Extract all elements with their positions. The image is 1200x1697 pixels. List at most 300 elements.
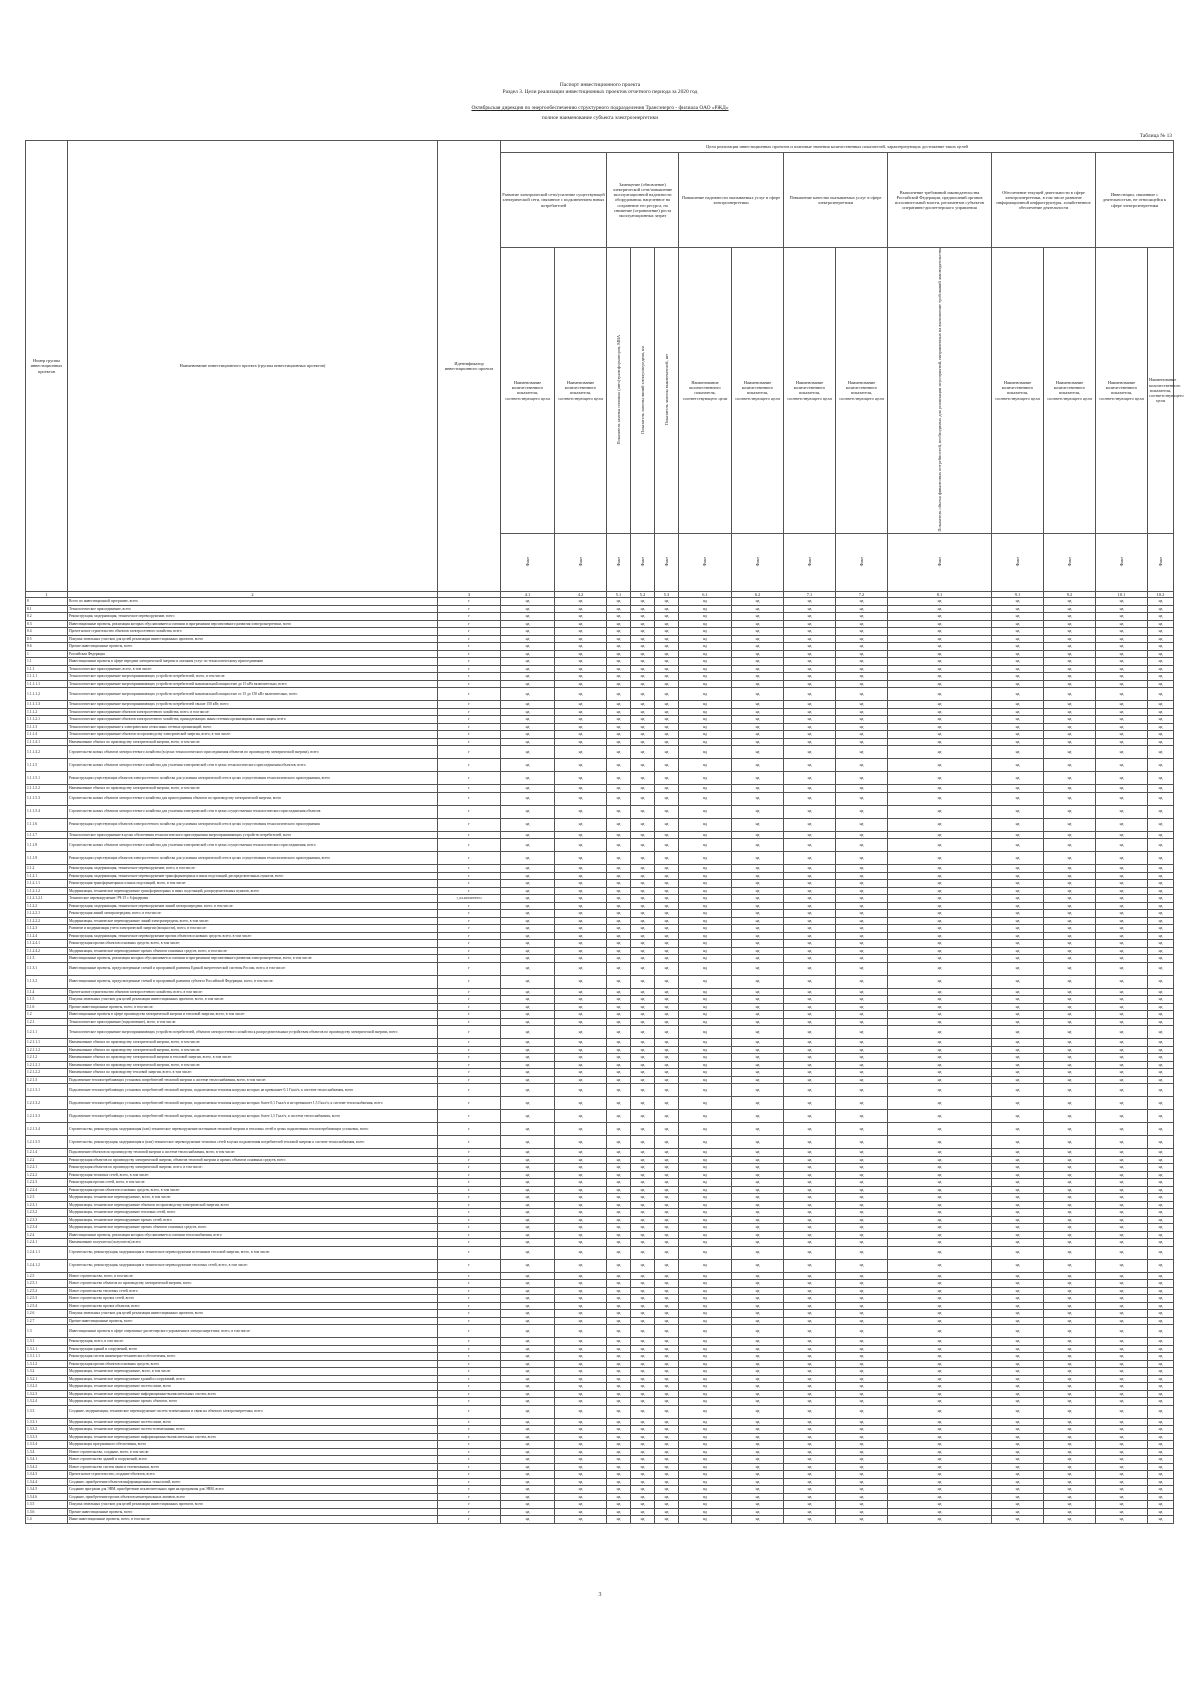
row-name: Технологическое присоединение, всего, в том числе: [68, 665, 438, 673]
value-cell: нд [607, 1426, 631, 1434]
value-cell: нд [679, 1026, 732, 1039]
value-cell: нд [501, 902, 555, 910]
value-cell: нд [992, 940, 1044, 948]
value-cell: нд [784, 932, 836, 940]
value-cell: нд [1148, 1501, 1174, 1509]
value-cell: нд [784, 1110, 836, 1123]
table-row [26, 940, 1174, 948]
value-cell: нд [679, 940, 732, 948]
value-cell: нд [607, 1084, 631, 1097]
value-cell: нд [631, 1179, 655, 1187]
row-code: 1.3.2.3 [26, 1390, 68, 1398]
value-cell: нд [607, 1463, 631, 1471]
row-identifier: Г [438, 1441, 501, 1449]
value-cell: нд [607, 605, 631, 613]
value-cell: нд [732, 1186, 784, 1194]
value-cell: нд [679, 635, 732, 643]
value-cell: нд [732, 716, 784, 724]
value-cell: нд [888, 1353, 992, 1361]
value-cell: нд [836, 643, 888, 651]
value-cell: нд [655, 887, 679, 895]
row-code: 1.1.2.4.2 [26, 947, 68, 955]
table-row [26, 910, 1174, 918]
value-cell: нд [1096, 613, 1148, 621]
value-cell: нд [836, 1259, 888, 1272]
value-cell: нд [784, 852, 836, 865]
value-cell: нд [501, 605, 555, 613]
value-cell: нд [1148, 650, 1174, 658]
value-cell: нд [1148, 1039, 1174, 1047]
value-cell: нд [501, 1375, 555, 1383]
value-cell: нд [655, 1295, 679, 1303]
row-identifier: Г [438, 1478, 501, 1486]
value-cell: нд [1148, 792, 1174, 805]
row-code: 1.2.1.3 [26, 1076, 68, 1084]
value-cell: нд [655, 947, 679, 955]
value-cell: нд [607, 1287, 631, 1295]
value-cell: нд [836, 759, 888, 772]
value-cell: нд [655, 865, 679, 873]
value-cell: нд [631, 1345, 655, 1353]
value-cell: нд [555, 1302, 607, 1310]
value-cell: нд [888, 1171, 992, 1179]
table-row [26, 1448, 1174, 1456]
value-cell: нд [679, 925, 732, 933]
value-cell: нд [501, 613, 555, 621]
value-cell: нд [732, 1216, 784, 1224]
row-code: 1.1.2.1.2.1 [26, 895, 68, 903]
column-number: 7.2 [836, 591, 888, 597]
row-code: 1.3.4 [26, 1448, 68, 1456]
value-cell: нд [1096, 1239, 1148, 1247]
value-cell: нд [631, 1508, 655, 1516]
value-cell: нд [888, 1368, 992, 1376]
row-identifier: Г [438, 1325, 501, 1338]
value-cell: нд [631, 792, 655, 805]
value-cell: нд [555, 1039, 607, 1047]
value-cell: нд [555, 1508, 607, 1516]
row-code: 1.1.1.4.2 [26, 746, 68, 759]
value-cell: нд [555, 658, 607, 666]
value-cell: нд [631, 1231, 655, 1239]
value-cell: нд [501, 1338, 555, 1346]
value-cell: нд [888, 1463, 992, 1471]
value-cell: нд [1148, 1345, 1174, 1353]
value-cell: нд [655, 955, 679, 963]
row-identifier: Г [438, 1448, 501, 1456]
goal-group-header: Повышение надежности оказываемых услуг в сфере электроэнергетики [679, 153, 784, 248]
value-cell: нд [992, 1224, 1044, 1232]
row-code: 0.2 [26, 613, 68, 621]
value-cell: нд [1096, 1231, 1148, 1239]
value-cell: нд [836, 701, 888, 709]
row-name: Модернизация, техническое перевооружение зданий и сооружений, всего [68, 1375, 438, 1383]
value-cell: нд [655, 688, 679, 701]
value-cell: нд [784, 598, 836, 606]
value-cell: нд [607, 759, 631, 772]
fact-label: Факт [1066, 557, 1072, 567]
table-row [26, 1097, 1174, 1110]
row-code: 1.2.3 [26, 1194, 68, 1202]
row-identifier: Г [438, 988, 501, 996]
row-code: 1.3.5 [26, 1501, 68, 1509]
row-name: Новое строительство прочих объектов, всего [68, 1302, 438, 1310]
value-cell: нд [555, 1076, 607, 1084]
value-cell: нд [1044, 1179, 1096, 1187]
row-code: 1.3.4.4 [26, 1478, 68, 1486]
value-cell: нд [888, 925, 992, 933]
value-cell: нд [1148, 1061, 1174, 1069]
value-cell: нд [732, 831, 784, 839]
value-cell: нд [1096, 1441, 1148, 1449]
value-cell: нд [732, 1084, 784, 1097]
value-cell: нд [501, 1295, 555, 1303]
indicator-header: Наименование количественного показателя, соответствующего цели [501, 248, 555, 534]
value-cell: нд [784, 620, 836, 628]
row-name: Подключение теплопотребляющих установок потребителей тепловой энергии к системе теплоснабжения, всего, в том числе: [68, 1076, 438, 1084]
value-cell: нд [1096, 1353, 1148, 1361]
value-cell: нд [655, 1003, 679, 1011]
value-cell: нд [888, 852, 992, 865]
value-cell: нд [607, 1097, 631, 1110]
value-cell: нд [1044, 1463, 1096, 1471]
value-cell: нд [607, 1046, 631, 1054]
value-cell: нд [1044, 947, 1096, 955]
row-code: 1.1.1.9 [26, 852, 68, 865]
fact-header [732, 533, 784, 591]
value-cell: нд [501, 932, 555, 940]
value-cell: нд [679, 1486, 732, 1494]
row-name: Наименование объекта по производству электрической энергии, всего, в том числе: [68, 738, 438, 746]
table-row [26, 628, 1174, 636]
row-code: 1.1 [26, 658, 68, 666]
row-code: 1.1.1.5.4 [26, 805, 68, 818]
value-cell: нд [1096, 620, 1148, 628]
value-cell: нд [784, 1084, 836, 1097]
value-cell: нд [501, 1209, 555, 1217]
value-cell: нд [1148, 1478, 1174, 1486]
value-cell: нд [679, 1471, 732, 1479]
value-cell: нд [655, 1179, 679, 1187]
row-identifier: Г [438, 1317, 501, 1325]
row-identifier: Г [438, 1280, 501, 1288]
value-cell: нд [655, 1246, 679, 1259]
row-code: 1.1.1.1.2 [26, 688, 68, 701]
value-cell: нд [992, 1110, 1044, 1123]
value-cell: нд [679, 1259, 732, 1272]
value-cell: нд [607, 792, 631, 805]
row-code: 1.2.1.3.3 [26, 1110, 68, 1123]
value-cell: нд [732, 731, 784, 739]
value-cell: нд [784, 1209, 836, 1217]
value-cell: нд [679, 1171, 732, 1179]
value-cell: нд [732, 1149, 784, 1157]
value-cell: нд [501, 1441, 555, 1449]
value-cell: нд [1096, 1069, 1148, 1077]
row-code: 1.2.1.3.1 [26, 1084, 68, 1097]
value-cell: нд [1044, 1239, 1096, 1247]
value-cell: нд [784, 975, 836, 988]
value-cell: нд [836, 1201, 888, 1209]
value-cell: нд [1148, 1164, 1174, 1172]
value-cell: нд [501, 955, 555, 963]
value-cell: нд [555, 1463, 607, 1471]
fact-header [1148, 533, 1174, 591]
row-code: 1.2.4.1.2 [26, 1259, 68, 1272]
value-cell: нд [732, 620, 784, 628]
fact-header [1096, 533, 1148, 591]
value-cell: нд [992, 1516, 1044, 1524]
value-cell: нд [732, 628, 784, 636]
value-cell: нд [501, 872, 555, 880]
row-name: Новое строительство объектов по производству электрической энергии, всего [68, 1280, 438, 1288]
value-cell: нд [1096, 1209, 1148, 1217]
value-cell: нд [1044, 880, 1096, 888]
value-cell: нд [836, 1224, 888, 1232]
row-name: Новое строительство тепловых сетей, всего [68, 1287, 438, 1295]
value-cell: нд [888, 1280, 992, 1288]
value-cell: нд [679, 1508, 732, 1516]
value-cell: нд [655, 1501, 679, 1509]
value-cell: нд [655, 658, 679, 666]
fact-label: Факт [702, 557, 708, 567]
row-identifier: Г [438, 1516, 501, 1524]
value-cell: нд [555, 1295, 607, 1303]
value-cell: нд [992, 1310, 1044, 1318]
value-cell: нд [784, 1259, 836, 1272]
row-name: Технологическое присоединение энергопринимающих устройств потребителей свыше 150 кВт, всего [68, 701, 438, 709]
value-cell: нд [679, 895, 732, 903]
value-cell: нд [732, 1508, 784, 1516]
value-cell: нд [1044, 1272, 1096, 1280]
value-cell: нд [1148, 947, 1174, 955]
value-cell: нд [992, 1231, 1044, 1239]
value-cell: нд [1044, 865, 1096, 873]
value-cell: нд [784, 1325, 836, 1338]
value-cell: нд [679, 1039, 732, 1047]
value-cell: нд [836, 1478, 888, 1486]
value-cell: нд [836, 772, 888, 785]
value-cell: нд [631, 1018, 655, 1026]
value-cell: нд [1096, 650, 1148, 658]
value-cell: нд [992, 1441, 1044, 1449]
value-cell: нд [631, 1046, 655, 1054]
value-cell: нд [655, 1383, 679, 1391]
value-cell: нд [631, 872, 655, 880]
row-code: 1.2.4 [26, 1231, 68, 1239]
value-cell: нд [679, 673, 732, 681]
value-cell: нд [784, 1302, 836, 1310]
row-name: Наименование объекта по производству электрической энергии, всего, в том числе: [68, 1046, 438, 1054]
value-cell: нд [836, 688, 888, 701]
value-cell: нд [732, 1433, 784, 1441]
row-name: Прочее новое строительство объектов электросетевого хозяйства, всего [68, 628, 438, 636]
value-cell: нд [732, 605, 784, 613]
value-cell: нд [836, 1508, 888, 1516]
value-cell: нд [1096, 723, 1148, 731]
value-cell: нд [501, 947, 555, 955]
table-row [26, 1338, 1174, 1346]
value-cell: нд [1148, 1026, 1174, 1039]
column-number: 1 [26, 591, 68, 597]
column-number: 6.2 [732, 591, 784, 597]
value-cell: нд [679, 1418, 732, 1426]
value-cell: нд [679, 598, 732, 606]
value-cell: нд [631, 910, 655, 918]
table-row [26, 1046, 1174, 1054]
value-cell: нд [1148, 1353, 1174, 1361]
row-name: Наименование объекта по производству электрической энергии, всего, в том числе: [68, 785, 438, 793]
value-cell: нд [836, 1426, 888, 1434]
value-cell: нд [992, 598, 1044, 606]
value-cell: нд [607, 1516, 631, 1524]
value-cell: нд [679, 1156, 732, 1164]
value-cell: нд [655, 1493, 679, 1501]
row-name: Технологическое присоединение (подключение), всего, в том числе: [68, 1018, 438, 1026]
value-cell: нд [631, 1110, 655, 1123]
table-row [26, 1123, 1174, 1136]
value-cell: нд [732, 839, 784, 852]
value-cell: нд [555, 1018, 607, 1026]
value-cell: нд [1096, 1516, 1148, 1524]
value-cell: нд [784, 628, 836, 636]
value-cell: нд [631, 925, 655, 933]
value-cell: нд [836, 805, 888, 818]
value-cell: нд [888, 1186, 992, 1194]
value-cell: нд [607, 1239, 631, 1247]
value-cell: нд [555, 598, 607, 606]
value-cell: нд [1148, 955, 1174, 963]
fact-header [555, 533, 607, 591]
value-cell: нд [555, 1478, 607, 1486]
value-cell: нд [555, 1003, 607, 1011]
value-cell: нд [679, 1136, 732, 1149]
value-cell: нд [888, 1486, 992, 1494]
value-cell: нд [784, 716, 836, 724]
value-cell: нд [992, 1493, 1044, 1501]
value-cell: нд [655, 1259, 679, 1272]
value-cell: нд [1044, 1039, 1096, 1047]
value-cell: нд [631, 988, 655, 996]
value-cell: нд [1096, 1390, 1148, 1398]
value-cell: нд [732, 673, 784, 681]
value-cell: нд [836, 1149, 888, 1157]
value-cell: нд [888, 947, 992, 955]
row-identifier: Г [438, 1149, 501, 1157]
value-cell: нд [992, 643, 1044, 651]
value-cell: нд [888, 1246, 992, 1259]
value-cell: нд [631, 1209, 655, 1217]
table-row [26, 723, 1174, 731]
value-cell: нд [784, 688, 836, 701]
value-cell: нд [1044, 902, 1096, 910]
row-code: 1.2.5.3 [26, 1295, 68, 1303]
value-cell: нд [888, 880, 992, 888]
value-cell: нд [555, 628, 607, 636]
value-cell: нд [655, 1368, 679, 1376]
row-identifier: Г [438, 1156, 501, 1164]
value-cell: нд [679, 759, 732, 772]
value-cell: нд [555, 917, 607, 925]
table-row [26, 746, 1174, 759]
value-cell: нд [1096, 1216, 1148, 1224]
value-cell: нд [992, 772, 1044, 785]
value-cell: нд [888, 1054, 992, 1062]
value-cell: нд [992, 805, 1044, 818]
row-name: Прочее новое строительство объектов электросетевого хозяйства, всего, в том числе: [68, 988, 438, 996]
value-cell: нд [555, 613, 607, 621]
value-cell: нд [888, 831, 992, 839]
row-name: Технологическое присоединение, всего [68, 605, 438, 613]
row-name: Реконструкция существующих объектов электросетевого хозяйства для усиления электрической сети в целях осуществления технологического присоединения [68, 818, 438, 831]
value-cell: нд [555, 673, 607, 681]
value-cell: нд [1044, 731, 1096, 739]
value-cell: нд [992, 988, 1044, 996]
value-cell: нд [732, 1209, 784, 1217]
value-cell: нд [555, 1110, 607, 1123]
value-cell: нд [655, 1097, 679, 1110]
row-name: Прочие инвестиционные проекты, всего [68, 1508, 438, 1516]
row-code: 1.1.1.1.3 [26, 701, 68, 709]
value-cell: нд [501, 1239, 555, 1247]
value-cell: нд [1096, 598, 1148, 606]
value-cell: нд [1096, 1456, 1148, 1464]
row-name: Реконструкция объектов по производству электрической энергии, объектов тепловой энергии и прочих объектов основных средств, всего [68, 1156, 438, 1164]
value-cell: нд [732, 708, 784, 716]
value-cell: нд [555, 738, 607, 746]
row-identifier: Г [438, 716, 501, 724]
row-code: 1.2.5 [26, 1272, 68, 1280]
value-cell: нд [1044, 1231, 1096, 1239]
value-cell: нд [1148, 1097, 1174, 1110]
value-cell: нд [555, 1194, 607, 1202]
col-header-name: Наименование инвестиционного проекта (группы инвестиционных проектов) [68, 141, 438, 592]
value-cell: нд [655, 996, 679, 1004]
value-cell: нд [992, 1456, 1044, 1464]
value-cell: нд [992, 1246, 1044, 1259]
row-identifier: Г [438, 1508, 501, 1516]
value-cell: нд [1148, 1390, 1174, 1398]
value-cell: нд [555, 1209, 607, 1217]
value-cell: нд [607, 872, 631, 880]
row-identifier: Г [438, 805, 501, 818]
value-cell: нд [732, 1179, 784, 1187]
value-cell: нд [501, 723, 555, 731]
value-cell: нд [1044, 738, 1096, 746]
value-cell: нд [631, 1325, 655, 1338]
value-cell: нд [679, 643, 732, 651]
value-cell: нд [1096, 680, 1148, 688]
fact-header [784, 533, 836, 591]
value-cell: нд [655, 716, 679, 724]
value-cell: нд [631, 962, 655, 975]
row-identifier: Г [438, 635, 501, 643]
value-cell: нд [732, 895, 784, 903]
value-cell: нд [555, 805, 607, 818]
value-cell: нд [1148, 1069, 1174, 1077]
value-cell: нд [836, 831, 888, 839]
doc-title: Паспорт инвестиционного проекта [559, 82, 641, 88]
value-cell: нд [888, 1398, 992, 1406]
value-cell: нд [888, 1508, 992, 1516]
value-cell: нд [732, 1123, 784, 1136]
value-cell: нд [1044, 988, 1096, 996]
value-cell: нд [655, 1317, 679, 1325]
value-cell: нд [732, 1463, 784, 1471]
value-cell: нд [1044, 1186, 1096, 1194]
value-cell: нд [836, 1310, 888, 1318]
value-cell: нд [784, 1368, 836, 1376]
